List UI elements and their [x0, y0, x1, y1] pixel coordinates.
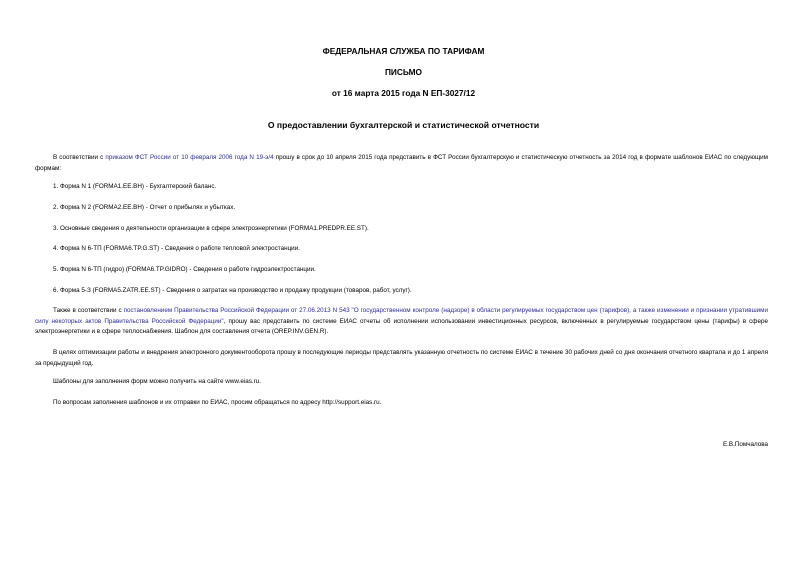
templates-note: Шаблоны для заполнения форм можно получить на сайте www.eias.ru.	[53, 378, 262, 385]
intro-text-post: прошу в срок до 10 апреля 2015 года представить в ФСТ России бухгалтерскую и статистическую отчетность за 2014 год в формате шаблонов ЕИАС по следующим формам:	[35, 154, 769, 172]
intro-text-pre: В соответствии с	[53, 154, 106, 161]
document-date-number: от 16 марта 2015 года N ЕП-3027/12	[331, 88, 476, 98]
also-text-post: , прошу вас представить по системе ЕИАС отчеты об исполнении использовании инвестиционных ресурсов, включенных в регулируемые государством цены (тарифы) в сфере электроэнергетики и в сфере теплоснабжения. Шаблон для составления отчета (OREP.INV.GEN.R).	[35, 317, 768, 335]
support-note: По вопросам заполнения шаблонов и их отправки по ЕИАС, просим обращаться по адресу http://support.eias.ru.	[53, 399, 382, 406]
form-list-item: 4. Форма N 6-ТП (FORMA6.TP.G.ST) - Сведения о работе тепловой электростанции.	[53, 245, 300, 252]
form-list-item: 5. Форма N 6-ТП (гидро) (FORMA6.TP.GIDRO) - Сведения о работе гидроэлектростанции.	[53, 266, 316, 273]
also-text-pre: Также в соответствии с	[53, 307, 124, 314]
document-subject: О предоставлении бухгалтерской и статистической отчетности	[267, 120, 540, 130]
form-list-item: 1. Форма N 1 (FORMA1.EE.BH) - Бухгалтерский баланс.	[53, 183, 217, 190]
form-list-item: 3. Основные сведения о деятельности организации в сфере электроэнергетики (FORMA1.PREDPR.EE.ST).	[53, 225, 369, 232]
signature: Е.В.Помчалова	[722, 441, 768, 448]
intro-paragraph	[35, 153, 768, 174]
order-link[interactable]: приказом ФСТ России от 10 февраля 2006 года N 19-э/4	[105, 154, 274, 161]
issuing-agency: ФЕДЕРАЛЬНАЯ СЛУЖБА ПО ТАРИФАМ	[322, 46, 485, 56]
form-list-item: 2. Форма N 2 (FORMA2.EE.BH) - Отчет о прибылях и убытках.	[53, 204, 236, 211]
form-list-item: 6. Форма 5-З (FORMA5.ZATR.EE.ST) - Сведения о затратах на производство и продажу продукции (товаров, работ, услуг).	[53, 287, 412, 294]
also-paragraph	[35, 306, 768, 338]
resolution-link[interactable]: постановлением Правительства Российской Федерации от 27.06.2013 N 543 "О государственном контроле (надзоре) в области регулируемых государством цен (тарифов), а также изменении и признании утратившими силу некоторых актов Правительства Российской Федерации"	[35, 307, 768, 325]
optimization-paragraph: В целях оптимизации работы и внедрения электронного документооборота прошу в последующие периоды представлять указанную отчетность по системе ЕИАС в течение 30 рабочих дней со дня окончания отчетного квартала и до 1 апреля за предыдущий год.	[35, 349, 768, 367]
document-type: ПИСЬМО	[384, 67, 423, 77]
